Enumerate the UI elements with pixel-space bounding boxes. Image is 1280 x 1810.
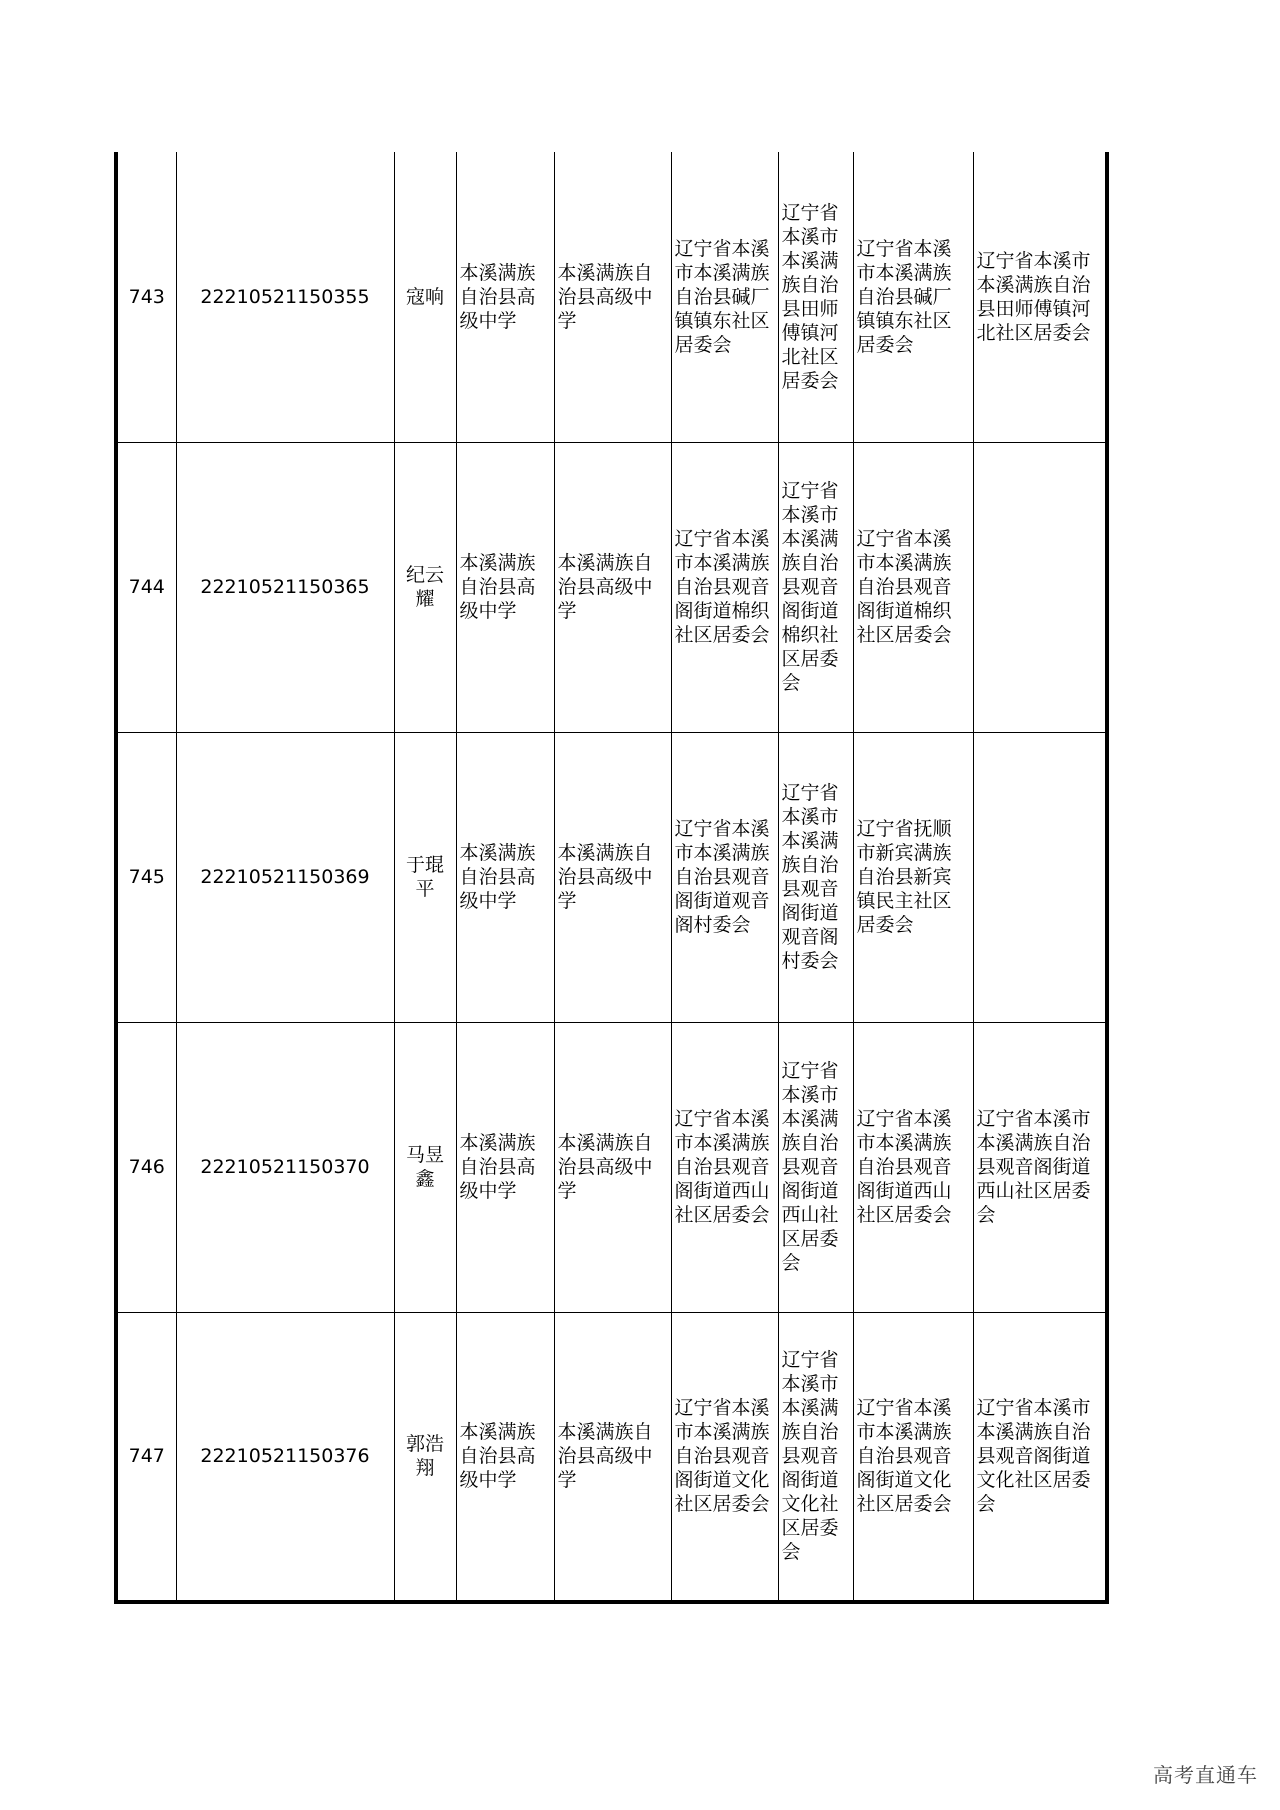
address-1: 辽宁省本溪市本溪满族自治县观音阁街道文化社区居委会 xyxy=(671,1312,778,1602)
row-index: 747 xyxy=(116,1312,176,1602)
school-name: 本溪满族自治县高级中学 xyxy=(456,732,554,1022)
school-name: 本溪满族自治县高级中学 xyxy=(456,152,554,442)
exam-id: 22210521150355 xyxy=(176,152,394,442)
exam-id: 22210521150370 xyxy=(176,1022,394,1312)
row-index: 745 xyxy=(116,732,176,1022)
address-1: 辽宁省本溪市本溪满族自治县观音阁街道棉织社区居委会 xyxy=(671,442,778,732)
table-row xyxy=(116,732,1107,1022)
address-3: 辽宁省本溪市本溪满族自治县碱厂镇镇东社区居委会 xyxy=(853,152,973,442)
address-4 xyxy=(973,732,1107,1022)
address-1: 辽宁省本溪市本溪满族自治县观音阁街道观音阁村委会 xyxy=(671,732,778,1022)
school-name-2: 本溪满族自治县高级中学 xyxy=(554,442,671,732)
school-name-2: 本溪满族自治县高级中学 xyxy=(554,732,671,1022)
row-index: 744 xyxy=(116,442,176,732)
row-index: 743 xyxy=(116,152,176,442)
student-name: 马昱鑫 xyxy=(394,1022,456,1312)
address-1: 辽宁省本溪市本溪满族自治县碱厂镇镇东社区居委会 xyxy=(671,152,778,442)
address-3: 辽宁省本溪市本溪满族自治县观音阁街道棉织社区居委会 xyxy=(853,442,973,732)
row-index: 746 xyxy=(116,1022,176,1312)
school-name: 本溪满族自治县高级中学 xyxy=(456,1312,554,1602)
exam-id: 22210521150369 xyxy=(176,732,394,1022)
address-3: 辽宁省本溪市本溪满族自治县观音阁街道文化社区居委会 xyxy=(853,1312,973,1602)
exam-id: 22210521150365 xyxy=(176,442,394,732)
address-4: 辽宁省本溪市本溪满族自治县田师傅镇河北社区居委会 xyxy=(973,152,1107,442)
school-name-2: 本溪满族自治县高级中学 xyxy=(554,1022,671,1312)
address-2: 辽宁省本溪市本溪满族自治县田师傅镇河北社区居委会 xyxy=(778,152,853,442)
watermark-text: 高考直通车 xyxy=(1153,1763,1258,1787)
address-4: 辽宁省本溪市本溪满族自治县观音阁街道文化社区居委会 xyxy=(973,1312,1107,1602)
address-1: 辽宁省本溪市本溪满族自治县观音阁街道西山社区居委会 xyxy=(671,1022,778,1312)
roster-table xyxy=(114,152,1109,1604)
address-2: 辽宁省本溪市本溪满族自治县观音阁街道观音阁村委会 xyxy=(778,732,853,1022)
school-name-2: 本溪满族自治县高级中学 xyxy=(554,1312,671,1602)
school-name-2: 本溪满族自治县高级中学 xyxy=(554,152,671,442)
table-row xyxy=(116,442,1107,732)
student-name: 寇响 xyxy=(394,152,456,442)
address-3: 辽宁省本溪市本溪满族自治县观音阁街道西山社区居委会 xyxy=(853,1022,973,1312)
exam-id: 22210521150376 xyxy=(176,1312,394,1602)
address-2: 辽宁省本溪市本溪满族自治县观音阁街道棉织社区居委会 xyxy=(778,442,853,732)
student-name: 郭浩翔 xyxy=(394,1312,456,1602)
roster-body xyxy=(116,152,1107,1602)
school-name: 本溪满族自治县高级中学 xyxy=(456,1022,554,1312)
table-row xyxy=(116,1022,1107,1312)
address-4 xyxy=(973,442,1107,732)
student-name: 于琨平 xyxy=(394,732,456,1022)
school-name: 本溪满族自治县高级中学 xyxy=(456,442,554,732)
table-row xyxy=(116,152,1107,442)
student-name: 纪云耀 xyxy=(394,442,456,732)
address-2: 辽宁省本溪市本溪满族自治县观音阁街道西山社区居委会 xyxy=(778,1022,853,1312)
address-2: 辽宁省本溪市本溪满族自治县观音阁街道文化社区居委会 xyxy=(778,1312,853,1602)
address-4: 辽宁省本溪市本溪满族自治县观音阁街道西山社区居委会 xyxy=(973,1022,1107,1312)
address-3: 辽宁省抚顺市新宾满族自治县新宾镇民主社区居委会 xyxy=(853,732,973,1022)
table-row xyxy=(116,1312,1107,1602)
